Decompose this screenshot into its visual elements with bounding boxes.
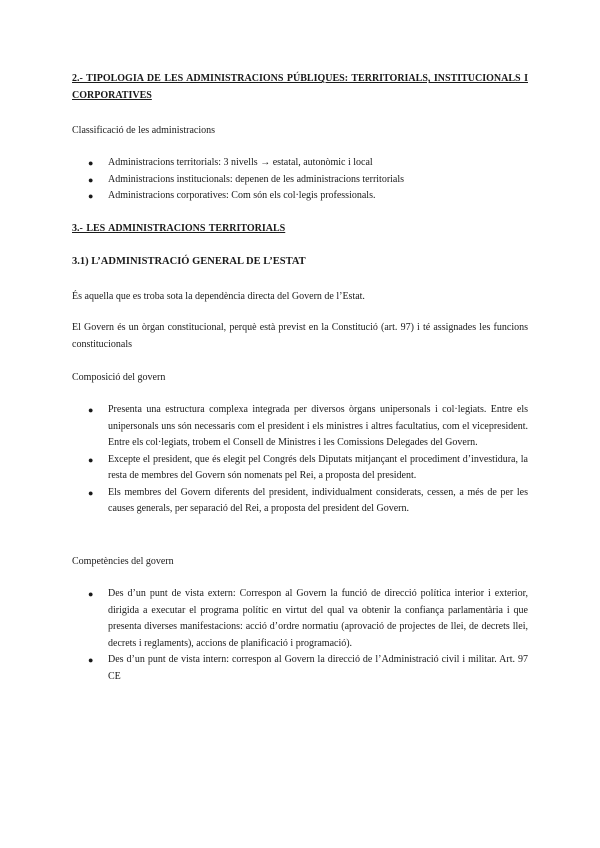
composicio-list <box>72 402 528 518</box>
paragraph-1: És aquella que es troba sota la dependència directa del Govern de l’Estat. <box>72 291 365 302</box>
list-item: ● Administracions territorials: 3 nivells → estatal, autonòmic i local <box>72 155 528 172</box>
section-2-heading: 2.- TIPOLOGIA DE LES ADMINISTRACIONS PÚBLIQUES: TERRITORIALS, INSTITUCIONALS I CORPORATIVES <box>72 73 528 101</box>
bullet-icon: ● <box>88 405 94 415</box>
bullet-icon: ● <box>88 589 94 599</box>
list-item: ● Des d’un punt de vista extern: Correspon al Govern la funció de direcció política interior i exterior, dirigida a executar el programa polític en virtut del qual va obtenir la confiança parlamentària i que presenta diverses manifestacions: acció d’ordre normatiu (aprovació de projectes de llei, de decrets llei, decrets i reglaments), accions de planificació i programació). <box>88 588 528 649</box>
list-item: ● Administracions institucionals: depenen de les administracions territorials <box>72 172 528 189</box>
bullet-icon: ● <box>88 158 94 168</box>
section-3-heading: 3.- LES ADMINISTRACIONS TERRITORIALS <box>72 223 286 234</box>
list-item: ● Administracions corporatives: Com són els col·legis professionals. <box>72 188 528 205</box>
section-3-1-heading: 3.1) L’ADMINISTRACIÓ GENERAL DE L’ESTAT <box>72 256 306 267</box>
bullet-icon: ● <box>88 655 94 665</box>
list-item: ● Des d’un punt de vista intern: correspon al Govern la direcció de l’Administració civil i militar. Art. 97 CE <box>88 654 528 682</box>
bullet-icon: ● <box>88 454 94 465</box>
list-item: ● Excepte el president, que és elegit pel Congrés dels Diputats mitjançant el procediment d’investidura, la resta de membres del Govern són nomenats pel Rei, a proposta del president. <box>88 453 528 481</box>
composicio-title: Composició del govern <box>72 372 166 383</box>
bullet-icon: ● <box>88 487 94 498</box>
bullet-icon: ● <box>88 191 94 201</box>
classification-intro: Classificació de les administracions <box>72 125 216 136</box>
competencies-list <box>72 586 528 685</box>
list-item: ● Presenta una estructura complexa integrada per diversos òrgans unipersonals i col·legiats. Entre els unipersonals uns són necessaris com el president i els ministres i altres facultatius, com el vicepresident. Entre els col·legiats, trobem el Consell de Ministres i les Comissions Delegades del Govern. <box>88 404 528 448</box>
bullet-icon: ● <box>88 174 94 185</box>
list-item: ● Els membres del Govern diferents del president, individualment considerats, cessen, a més de per les causes generals, per separació del Rei, a proposta del president del Govern. <box>88 486 528 514</box>
classification-list <box>72 155 528 205</box>
paragraph-2: El Govern és un òrgan constitucional, perquè està previst en la Constitució (art. 97) i té assignades les funcions constitucionals <box>72 322 528 350</box>
competencies-title: Competències del govern <box>72 556 174 567</box>
